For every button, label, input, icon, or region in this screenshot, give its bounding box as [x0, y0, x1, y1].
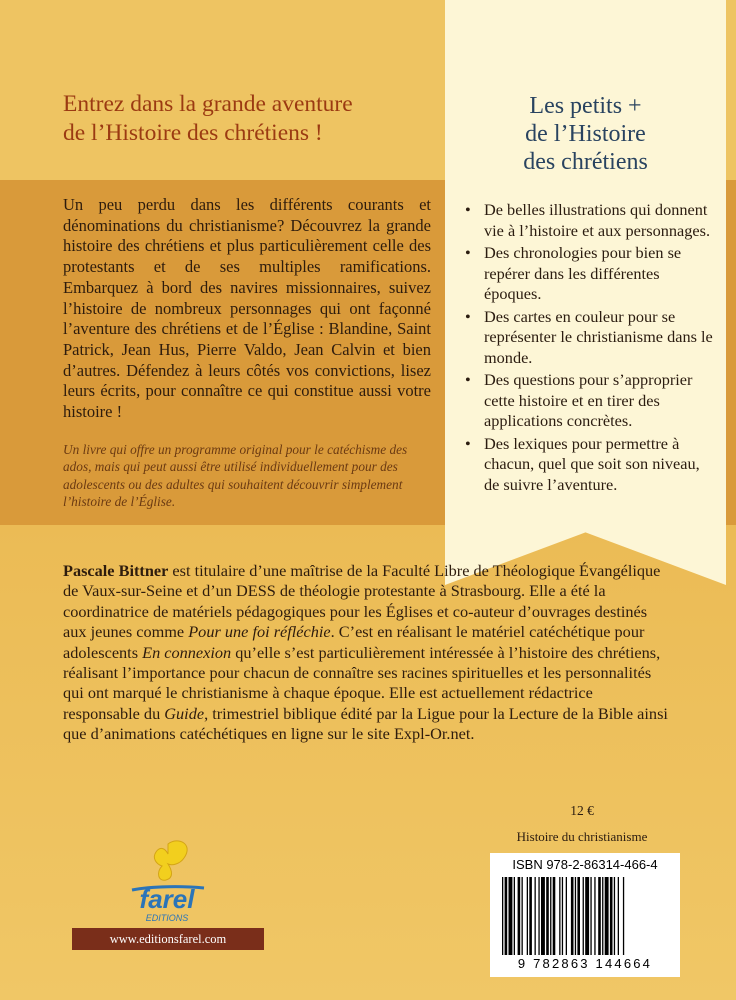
- logo-subtitle: EDITIONS: [145, 913, 189, 923]
- barcode-bar: [614, 877, 615, 955]
- barcode-bar: [590, 877, 591, 955]
- book-category: Histoire du christianisme: [516, 829, 648, 844]
- barcode-bar: [546, 877, 549, 955]
- barcode-bar: [605, 877, 609, 955]
- barcode-bar: [598, 877, 601, 955]
- bio-text: , trimestriel biblique édité par la Ligue pour la Lecture de la Bible ainsi que d’animations catéchétiques en ligne sur le site Expl-Or.net.: [63, 703, 668, 744]
- barcode-bar: [502, 877, 503, 955]
- barcode-bar: [566, 877, 567, 955]
- author-name: Pascale Bittner: [63, 561, 169, 580]
- barcode-bar: [602, 877, 603, 955]
- headline: [63, 90, 443, 148]
- barcode-bar: [509, 877, 513, 955]
- barcode-bar: [583, 877, 584, 955]
- guide-title: Guide: [164, 703, 205, 723]
- intro-paragraph: Un peu perdu dans les différents courants et dénominations du christianisme? Découvrez la grande histoire des chrétiens et plus particulièrement celle des protestants et de ses multiples ramifications. Embarquez à bord des navires missionnaires, suivez l’histoire de nombreux personnages qui ont façonné l’aventure des chrétiens et de l’Église : Blandine, Saint Patrick, Jean Hus, Pierre Valdo, Jean Calvin et bien d’autres. Défendez à leurs côtés vos convictions, lisez leurs écrits, pour connaître ce qui constitue aussi votre histoire !: [63, 195, 431, 422]
- series-title: En connexion: [142, 642, 232, 662]
- intro-section: [63, 195, 431, 511]
- highlight-item: • Des cartes en couleur pour se représenter le christianisme dans le monde.: [463, 307, 715, 369]
- headline-line-1: Entrez dans la grande aventure: [63, 91, 353, 117]
- barcode-bar: [505, 877, 508, 955]
- barcode-bar: [562, 877, 563, 955]
- logo-wordmark: farel: [139, 884, 195, 914]
- author-bio: [63, 561, 673, 745]
- barcode-bar: [538, 877, 539, 955]
- barcode-bar: [585, 877, 589, 955]
- publisher-website: www.editionsfarel.com: [72, 928, 264, 950]
- barcode-bar: [575, 877, 576, 955]
- intro-tagline: Un livre qui offre un programme original pour le catéchisme des ados, mais qui peut aussi être utilisé individuellement pour des adolescents ou des adultes qui souhaitent découvrir simplement l’histoire de l’Église.: [63, 441, 408, 510]
- headline-line-2: de l’Histoire des chrétiens !: [63, 120, 323, 146]
- bio-text: est titulaire d’une maîtrise de la Faculté Libre de Théologique Évangélique de Vaux-sur-Seine et d’un DESS de théologie protestante à Strasbourg. Elle a été la coordinatrice de matériels pédagogiques pour les Églises et co-auteur d’ouvrages destinés aux jeunes comme: [63, 561, 661, 642]
- highlight-item: • Des chronologies pour bien se repérer dans les différentes époques.: [463, 243, 715, 305]
- butterfly-icon: [154, 841, 187, 880]
- highlights-list: [463, 200, 715, 497]
- barcode-number: 9 782863 144664: [517, 956, 653, 971]
- barcode-bar: [594, 877, 595, 955]
- barcode-bar: [577, 877, 580, 955]
- highlights-title-line-2: de l’Histoire: [525, 121, 646, 147]
- bio-text: . C’est en réalisant le matériel catéchétique pour adolescents: [63, 622, 645, 662]
- highlights-title-line-3: des chrétiens: [523, 149, 648, 175]
- highlight-item: • De belles illustrations qui donnent vie à l’histoire et aux personnages.: [463, 200, 715, 241]
- barcode-bar: [559, 877, 560, 955]
- isbn: ISBN 978-2-86314-466-4: [512, 857, 658, 872]
- highlights-title: [445, 92, 726, 176]
- barcode-bar: [553, 877, 556, 955]
- barcode-bar: [550, 877, 551, 955]
- barcode-bar: [514, 877, 515, 955]
- barcode-bar: [529, 877, 532, 955]
- barcode: [500, 877, 670, 955]
- barcode-block: [490, 853, 680, 977]
- barcode-bar: [522, 877, 523, 955]
- barcode-bar: [610, 877, 613, 955]
- barcode-bar: [541, 877, 545, 955]
- barcode-bar: [571, 877, 574, 955]
- highlight-item: • Des lexiques pour permettre à chacun, quel que soit son niveau, de suivre l’aventure.: [463, 434, 715, 496]
- barcode-bar: [527, 877, 528, 955]
- barcode-bar: [618, 877, 619, 955]
- highlight-item: • Des questions pour s’approprier cette histoire et en tirer des applications concrètes.: [463, 370, 715, 432]
- farel-logo: [112, 838, 222, 924]
- barcode-bar: [535, 877, 536, 955]
- barcode-bar: [623, 877, 624, 955]
- bio-text: qu’elle s’est particulièrement intéressée à l’histoire des chrétiens, réalisant l’importance pour chacun de connaître ses racines spirituelles et les personnalités qui ont marqué le christianisme à chaque époque. Elle est actuellement rédactrice responsable du: [63, 642, 661, 723]
- highlights-title-line-1: Les petits +: [529, 93, 642, 119]
- barcode-bar: [518, 877, 521, 955]
- price: 12 €: [570, 803, 594, 818]
- book-title: Pour une foi réfléchie: [188, 622, 331, 642]
